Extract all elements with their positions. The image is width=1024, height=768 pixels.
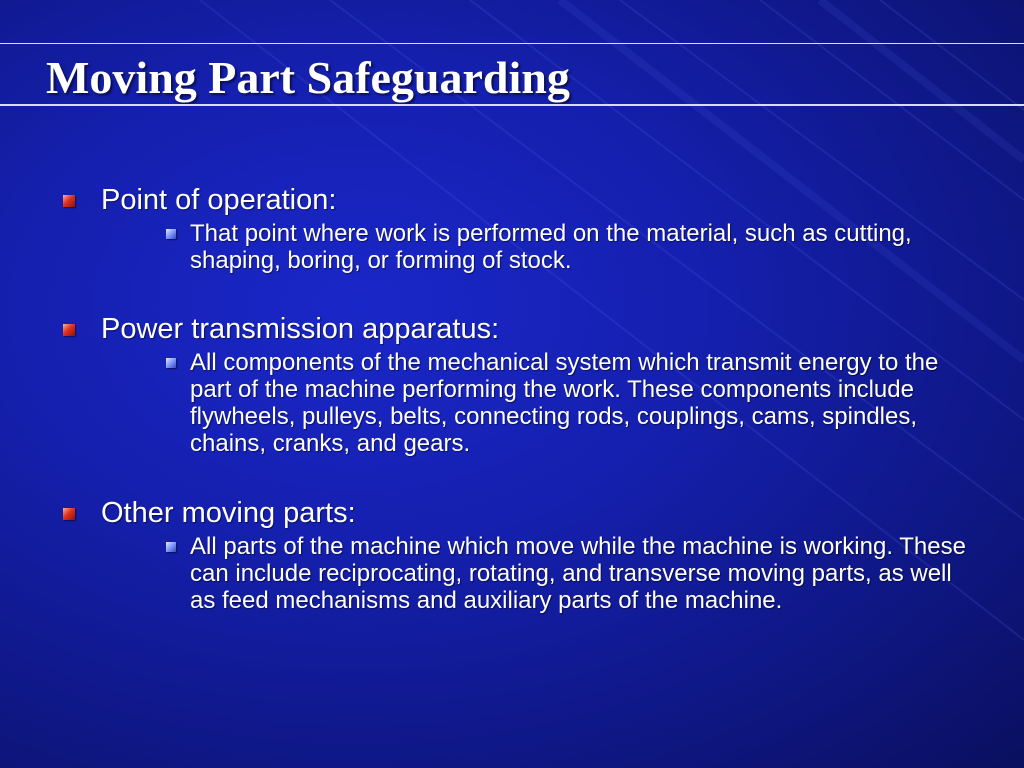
bullet-heading: Power transmission apparatus: <box>101 313 500 345</box>
blue-square-bullet-icon <box>166 358 176 368</box>
bullet-level2 <box>0 220 1024 274</box>
slide-title: Moving Part Safeguarding <box>46 52 570 103</box>
bullet-detail: All parts of the machine which move while the machine is working. These can include reciprocating, rotating, and transverse moving parts, as well as feed mechanisms and auxiliary parts of the machine. <box>190 533 966 614</box>
bullet-level1 <box>0 182 1024 218</box>
bullet-level2 <box>0 533 1024 614</box>
bullet-level1 <box>0 311 1024 347</box>
title-bottom-rule <box>0 104 1024 106</box>
bullet-heading: Other moving parts: <box>101 497 356 529</box>
red-square-bullet-icon <box>63 195 75 207</box>
bullet-detail: All components of the mechanical system which transmit energy to the part of the machine performing the work. These components include flywheels, pulleys, belts, connecting rods, couplings, cams, spindles, chains, cranks, and gears. <box>190 349 939 457</box>
bullet-level1 <box>0 495 1024 531</box>
red-square-bullet-icon <box>63 508 75 520</box>
bullet-point-of-operation <box>0 182 1024 274</box>
bullet-power-transmission <box>0 311 1024 457</box>
blue-square-bullet-icon <box>166 542 176 552</box>
bullet-level2 <box>0 349 1024 457</box>
bullet-other-moving-parts <box>0 495 1024 614</box>
bullet-heading: Point of operation: <box>101 184 337 216</box>
title-top-rule <box>0 43 1024 44</box>
red-square-bullet-icon <box>63 324 75 336</box>
blue-square-bullet-icon <box>166 229 176 239</box>
bullet-detail: That point where work is performed on the material, such as cutting, shaping, boring, or forming of stock. <box>190 220 912 274</box>
